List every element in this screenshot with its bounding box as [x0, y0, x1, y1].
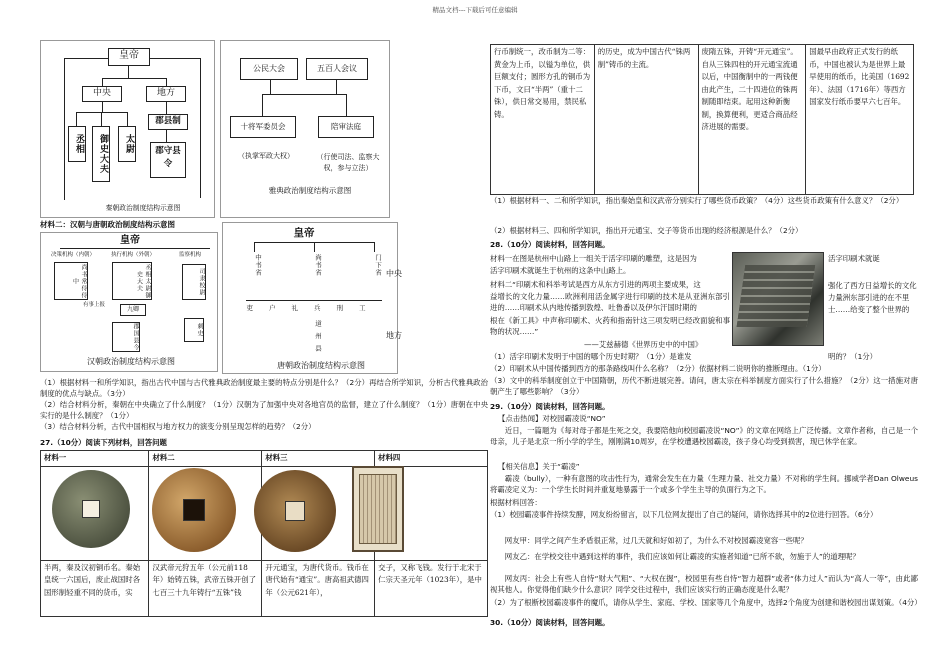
q28-m1-b: 活字印刷术就诞生于杭州的这条中山路上。 — [490, 266, 631, 275]
athens-assembly: 公民大会 — [240, 58, 298, 80]
q28-m1-a: 材料一在图是杭州中山路上一组关于活字印刷的雕塑，这是因为 — [490, 254, 697, 263]
jiaozi-note-image — [352, 466, 404, 552]
q26-question-2: （2）结合材料分析，秦朝在中央确立了什么制度？（1分）汉朝为了加强中央对各地官员的监督，建立了什么制度？（1分）唐朝在中央实行的是什么制度？（1分） — [40, 400, 488, 420]
q27-label-2: 材料二 — [149, 451, 262, 467]
q26-question-3: （3）结合材料分析，古代中国相权与地方权力的演变分别呈现怎样的趋势？（2分） — [40, 422, 316, 431]
q28-m2-right: 强化了西方日益增长的文化力量洲东部引进的在不里士……给变了整个世界的 — [828, 281, 917, 314]
tang-six: 吏户礼兵刑工 — [246, 304, 382, 312]
q30-title: 30.（10分）阅读材料，回答问题。 — [490, 618, 610, 627]
q27-question-2: （2）根据材料三、四和所学知识，指出开元通宝、交子等货币出现的经济根源是什么？（2分） — [490, 226, 803, 235]
han-supervise: 监察机构 — [178, 252, 201, 258]
han-emperor: 皇帝 — [120, 235, 140, 246]
q27-text-4: 交子，又称飞钱。发行于北宋于仁宗天圣元年（1023年），是中 — [375, 560, 488, 616]
qin-caption: 秦朝政治制度结构示意图 — [105, 204, 181, 212]
han-caption: 汉朝政治制度结构示意图 — [87, 357, 175, 366]
qin-chengxiang: 丞相 — [68, 126, 86, 162]
q29-title: 29.（10分）阅读材料，回答问题。 — [490, 402, 610, 411]
qin-central: 中央 — [82, 86, 122, 102]
tang-local-units: 道州县 — [314, 320, 322, 358]
q27-text-2: 汉武帝元狩五年（公元前118年）始铸五铢，武帝五铢开创了七百三十九年铸行“五铢”钱 — [149, 560, 262, 616]
q27-continue-2: 的历史，成为中国古代“铢两制”铸币的主流。 — [594, 45, 698, 195]
tang-zhongshu: 中书省 — [254, 254, 262, 277]
q29-q1: （1）校园霸凌事件持续发酵，网友纷纷留言，以下几位网友提出了自己的疑问，请你选择其中的2位进行回答。（6分） — [490, 510, 878, 519]
q27-label-1: 材料一 — [41, 451, 149, 467]
q27-label-3: 材料三 — [262, 451, 375, 467]
q27-continue-4: 国最早由政府正式发行的纸币，中国也被认为是世界上最早使用的纸币，比美国（1692年）、法国（1716年）等西方国家发行纸币要早六七百年。 — [806, 45, 914, 195]
q29-link-title: 【相关信息】关于“霸凌” — [498, 462, 580, 471]
han-cishi: 刺史 — [184, 318, 204, 342]
tang-local: 地方 — [386, 331, 402, 340]
tang-caption: 唐朝政治制度结构示意图 — [277, 361, 365, 370]
q29-q2: （2）为了根断校园霸凌事件的魔爪，请你从学生、家庭、学校、国家等几个角度中，选择2个角度为创建和谐校园出谋划策。（4分） — [490, 598, 922, 607]
qin-junxian: 郡县制 — [148, 114, 188, 130]
han-inner: 决策机构（内朝） — [50, 252, 95, 258]
han-junxian: 郡国县令 — [112, 322, 140, 352]
q28-m2-d: 根在《新工具》中声称印刷术、火药和指南针这三项发明已经改面貌和事物的状况……” — [490, 316, 730, 336]
type-sculpture-photo — [732, 252, 824, 346]
athens-note-left: （执掌军政大权） — [238, 152, 294, 160]
tang-emperor: 皇帝 — [293, 227, 315, 239]
athens-caption: 雅典政治制度结构示意图 — [268, 186, 352, 195]
q28-question-1b: 明的？（1分） — [828, 352, 878, 361]
athens-generals: 十将军委员会 — [230, 116, 296, 138]
han-right-officials: 司隶校尉 — [182, 264, 206, 300]
q27-continue-table — [490, 44, 914, 195]
q29-focus-text: 近日，一篇题为《每对母子都是生死之交，我要陪他向校园霸凌说“NO”》的文章在网络上广泛传播。文章作者称，自己是一个母亲，儿子是北京一所小学的学生，刚刚满10周岁，在学校遭遇校园霸凌，孩子身心均受到损害，现已休学在家。 — [490, 426, 918, 446]
q27-continue-1: 行币制统一，改币制为二等：黄金为上币，以镒为单位，供巨额支付；圆形方孔的铜币为下币，文曰“半两”（重十二铢），供日常交易用，禁民私铸。 — [491, 45, 595, 195]
q28-title: 28.（10分）阅读材料，回答问题。 — [490, 240, 610, 249]
athens-jury: 陪审法庭 — [318, 116, 374, 138]
q28-question-3: （3）文中的科举制度创立于中国隋朝，历代不断进展完善。请问，唐太宗在科举制度方面实行了什么措施？（2分）这一措施对唐朝产生了哪些影响？（3分） — [490, 376, 918, 396]
q29-link-text: 霸凌（bully），一种有意图的攻击性行为，通常会发生在力量（生理力量、社交力量）不对称的学生间。挪威学者Dan Olweus将霸凌定义为：一个学生长时间并重复地暴露于一个或多个学生主导的负面行为之下。 — [490, 474, 918, 494]
tang-menxia: 门下省 — [374, 254, 382, 277]
q28-m2-b: 益增长的文化力量……欧洲利用活金属字进行印刷的技术是从亚洲东部引进的……印刷术从内地传播到敦煌、吐鲁番以及伊尔汗国时期的 — [490, 292, 730, 312]
q28-m1-c: 活字印刷术就诞 — [828, 254, 880, 263]
tang-shangshu: 尚书省 — [314, 254, 322, 277]
q28-question-1a: （1）活字印刷术发明于中国的哪个历史时期？（1分）是谁发 — [490, 352, 692, 361]
athens-note-right: （行使司法、监察大权，参与立法） — [316, 153, 380, 173]
q26-question-1: （1）根据材料一和所学知识，指出古代中国与古代雅典政治制度最主要的特点分别是什么？（2分）再结合所学知识，分析古代雅典政治制度的优点与缺点。（3分） — [40, 378, 488, 398]
q29-netizen-a: 网友甲：同学之间产生矛盾很正常，过几天就和好如初了，为什么不对校园霸凌宽容一些呢？ — [504, 536, 808, 545]
han-rank: 有事上报 — [82, 302, 105, 308]
material2-title: 材料二：汉朝与唐朝政治制度结构示意图 — [40, 220, 175, 229]
qin-emperor: 皇帝 — [108, 48, 150, 66]
q27-label-4: 材料四 — [375, 451, 488, 467]
q27-question-1: （1）根据材料一、二和所学知识，指出秦始皇和汉武帝分别实行了哪些货币政策？（4分）这些货币政策有什么意义？（2分） — [490, 196, 904, 205]
q27-title: 27.（10分）阅读下列材料，回答问题 — [40, 438, 167, 447]
han-nineqing: 九卿 — [120, 304, 146, 316]
q29-netizen-b: 网友乙：在学校交往中遇到这样的事件，我们应该如何让霸凌的实施者知道“已所不欲，勿施于人”的道理呢？ — [504, 552, 860, 561]
q28-source: ——艾兹赫德《世界历史中的中国》 — [584, 340, 703, 349]
q28-question-2: （2）印刷术从中国传播到西方的那条路线叫什么名称？（2分）依据材料二说明你的推断理由。（1分） — [490, 364, 826, 373]
han-center-officials: 丞相太尉御史大夫 — [112, 262, 152, 300]
tang-central: 中央 — [386, 269, 402, 278]
q28-m2-a: 材料二“印刷术和科举考试是西方从东方引进的两项主要成果，这 — [490, 280, 701, 289]
q29-netizen-c: 网友丙：社会上有些人自恃“财大气粗”、“大权在握”，校园里有些自恃“智力超群”或者“体力过人”而认为“高人一等”，由此鄙视其他人。你觉得他们缺少什么意识？同学交往过程中，我们应该实行的正确态度是什么呢？ — [490, 574, 918, 594]
han-outer: 执行机构（外朝） — [110, 252, 155, 258]
q27-continue-3: 废隋五铢，开铸“开元通宝”。自从三铢四柱的开元通宝流通以后，中国衡制中的一两钱便由此产生，二十四进位的铢两制随即结束。起用这种新衡制，换算便利，更适合商品经济进展的需要。 — [698, 45, 806, 195]
qin-local: 地方 — [146, 86, 186, 102]
q27-text-1: 半两，秦及汉初铜币名。秦始皇统一六国后，废止战国时各国形制轻重不同的货币，实 — [41, 560, 149, 616]
q29-answer-intro: 根据材料回答： — [490, 498, 542, 507]
q27-text-3: 开元通宝，为唐代货币。钱币在唐代始有“通宝”。唐高祖武德四年（公元621年）， — [262, 560, 375, 616]
athens-council: 五百人会议 — [306, 58, 368, 80]
page-header: 精品文档---下载后可任意编辑 — [432, 6, 518, 14]
han-left-officials: 尚书常侍侍中 — [54, 262, 88, 300]
qin-junshou: 郡守县令 — [150, 142, 186, 178]
qin-yushi: 御史大夫 — [92, 126, 110, 182]
qin-taiwei: 太尉 — [118, 126, 136, 162]
q29-focus-title: 【点击热闻】对校园霸凌说“NO” — [498, 414, 606, 423]
